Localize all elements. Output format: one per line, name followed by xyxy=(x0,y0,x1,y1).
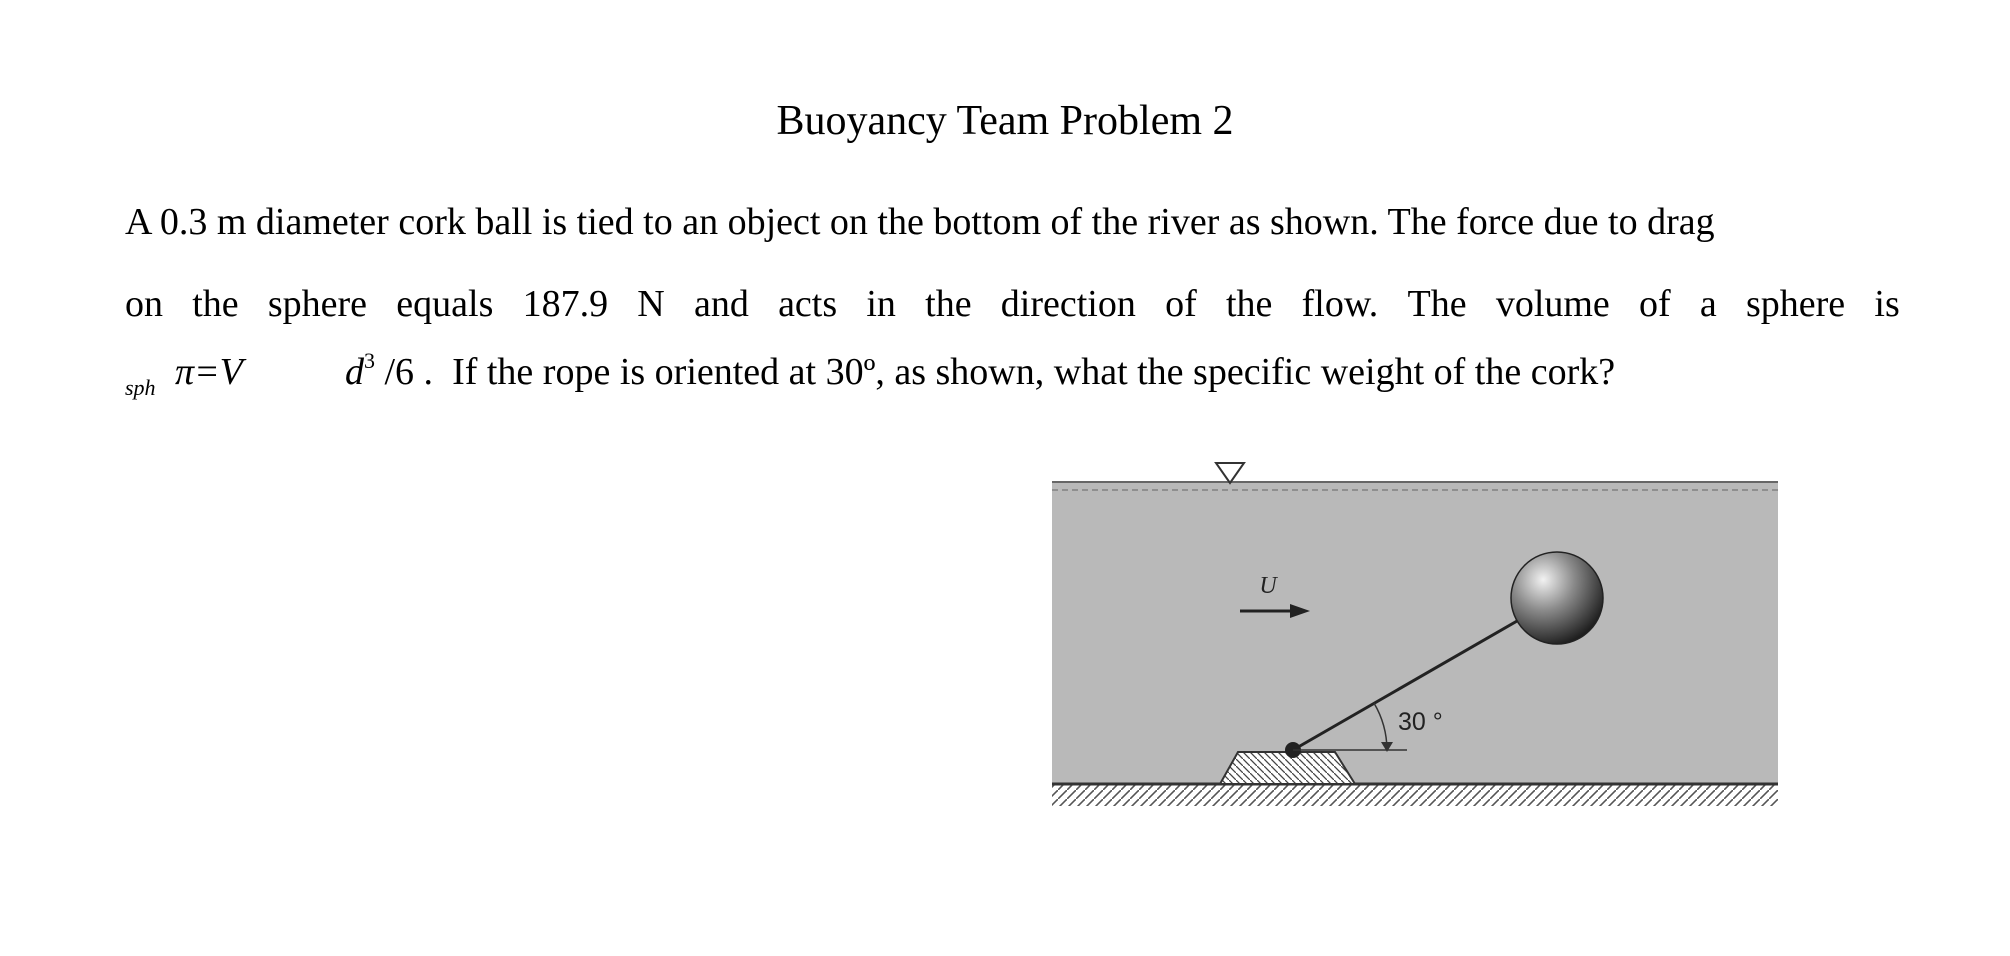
line2-word: and xyxy=(693,283,749,325)
formula-exponent: 3 xyxy=(364,348,375,373)
riverbed xyxy=(1052,784,1778,806)
line2-word: volume xyxy=(1495,283,1610,325)
line2-word: of xyxy=(1639,283,1671,325)
formula-and-question xyxy=(345,348,1616,393)
line2-word: sphere xyxy=(267,283,368,325)
cork-ball xyxy=(1511,552,1603,644)
line2-word: the xyxy=(1225,283,1273,325)
problem-line-1: A 0.3 m diameter cork ball is tied to an object on the bottom of the river as shown. The force due to drag xyxy=(125,201,1715,243)
line2-word: direction xyxy=(1000,283,1136,325)
problem-line-2 xyxy=(125,285,1900,323)
river-diagram xyxy=(1040,430,1790,830)
formula-rest: /6 . xyxy=(375,351,434,393)
page-title: Buoyancy Team Problem 2 xyxy=(776,98,1234,144)
line2-word: is xyxy=(1874,283,1900,325)
line2-word: in xyxy=(866,283,896,325)
line2-word: N xyxy=(637,283,665,325)
line2-word: on xyxy=(125,283,163,325)
line2-word: equals xyxy=(396,283,494,325)
line2-word: of xyxy=(1165,283,1197,325)
formula-diameter: d xyxy=(345,351,364,393)
line2-word: a xyxy=(1699,283,1717,325)
line2-word: The xyxy=(1407,283,1467,325)
formula-lhs: π=V xyxy=(175,351,243,393)
line2-word: the xyxy=(925,283,972,325)
formula-subscript: sph xyxy=(125,375,156,400)
question-text: If the rope is oriented at 30º, as shown, what the specific weight of the cork? xyxy=(452,351,1616,393)
angle-label: 30 ° xyxy=(1398,708,1443,736)
anchor-block xyxy=(1220,752,1355,784)
free-surface-icon xyxy=(1216,463,1244,483)
line2-word: 187.9 xyxy=(522,283,609,325)
flow-label: U xyxy=(1259,573,1277,599)
line2-word: the xyxy=(192,283,239,325)
line2-word: acts xyxy=(778,283,838,325)
line2-word: sphere xyxy=(1745,283,1846,325)
water-body xyxy=(1052,482,1778,784)
line2-word: flow. xyxy=(1301,283,1379,325)
